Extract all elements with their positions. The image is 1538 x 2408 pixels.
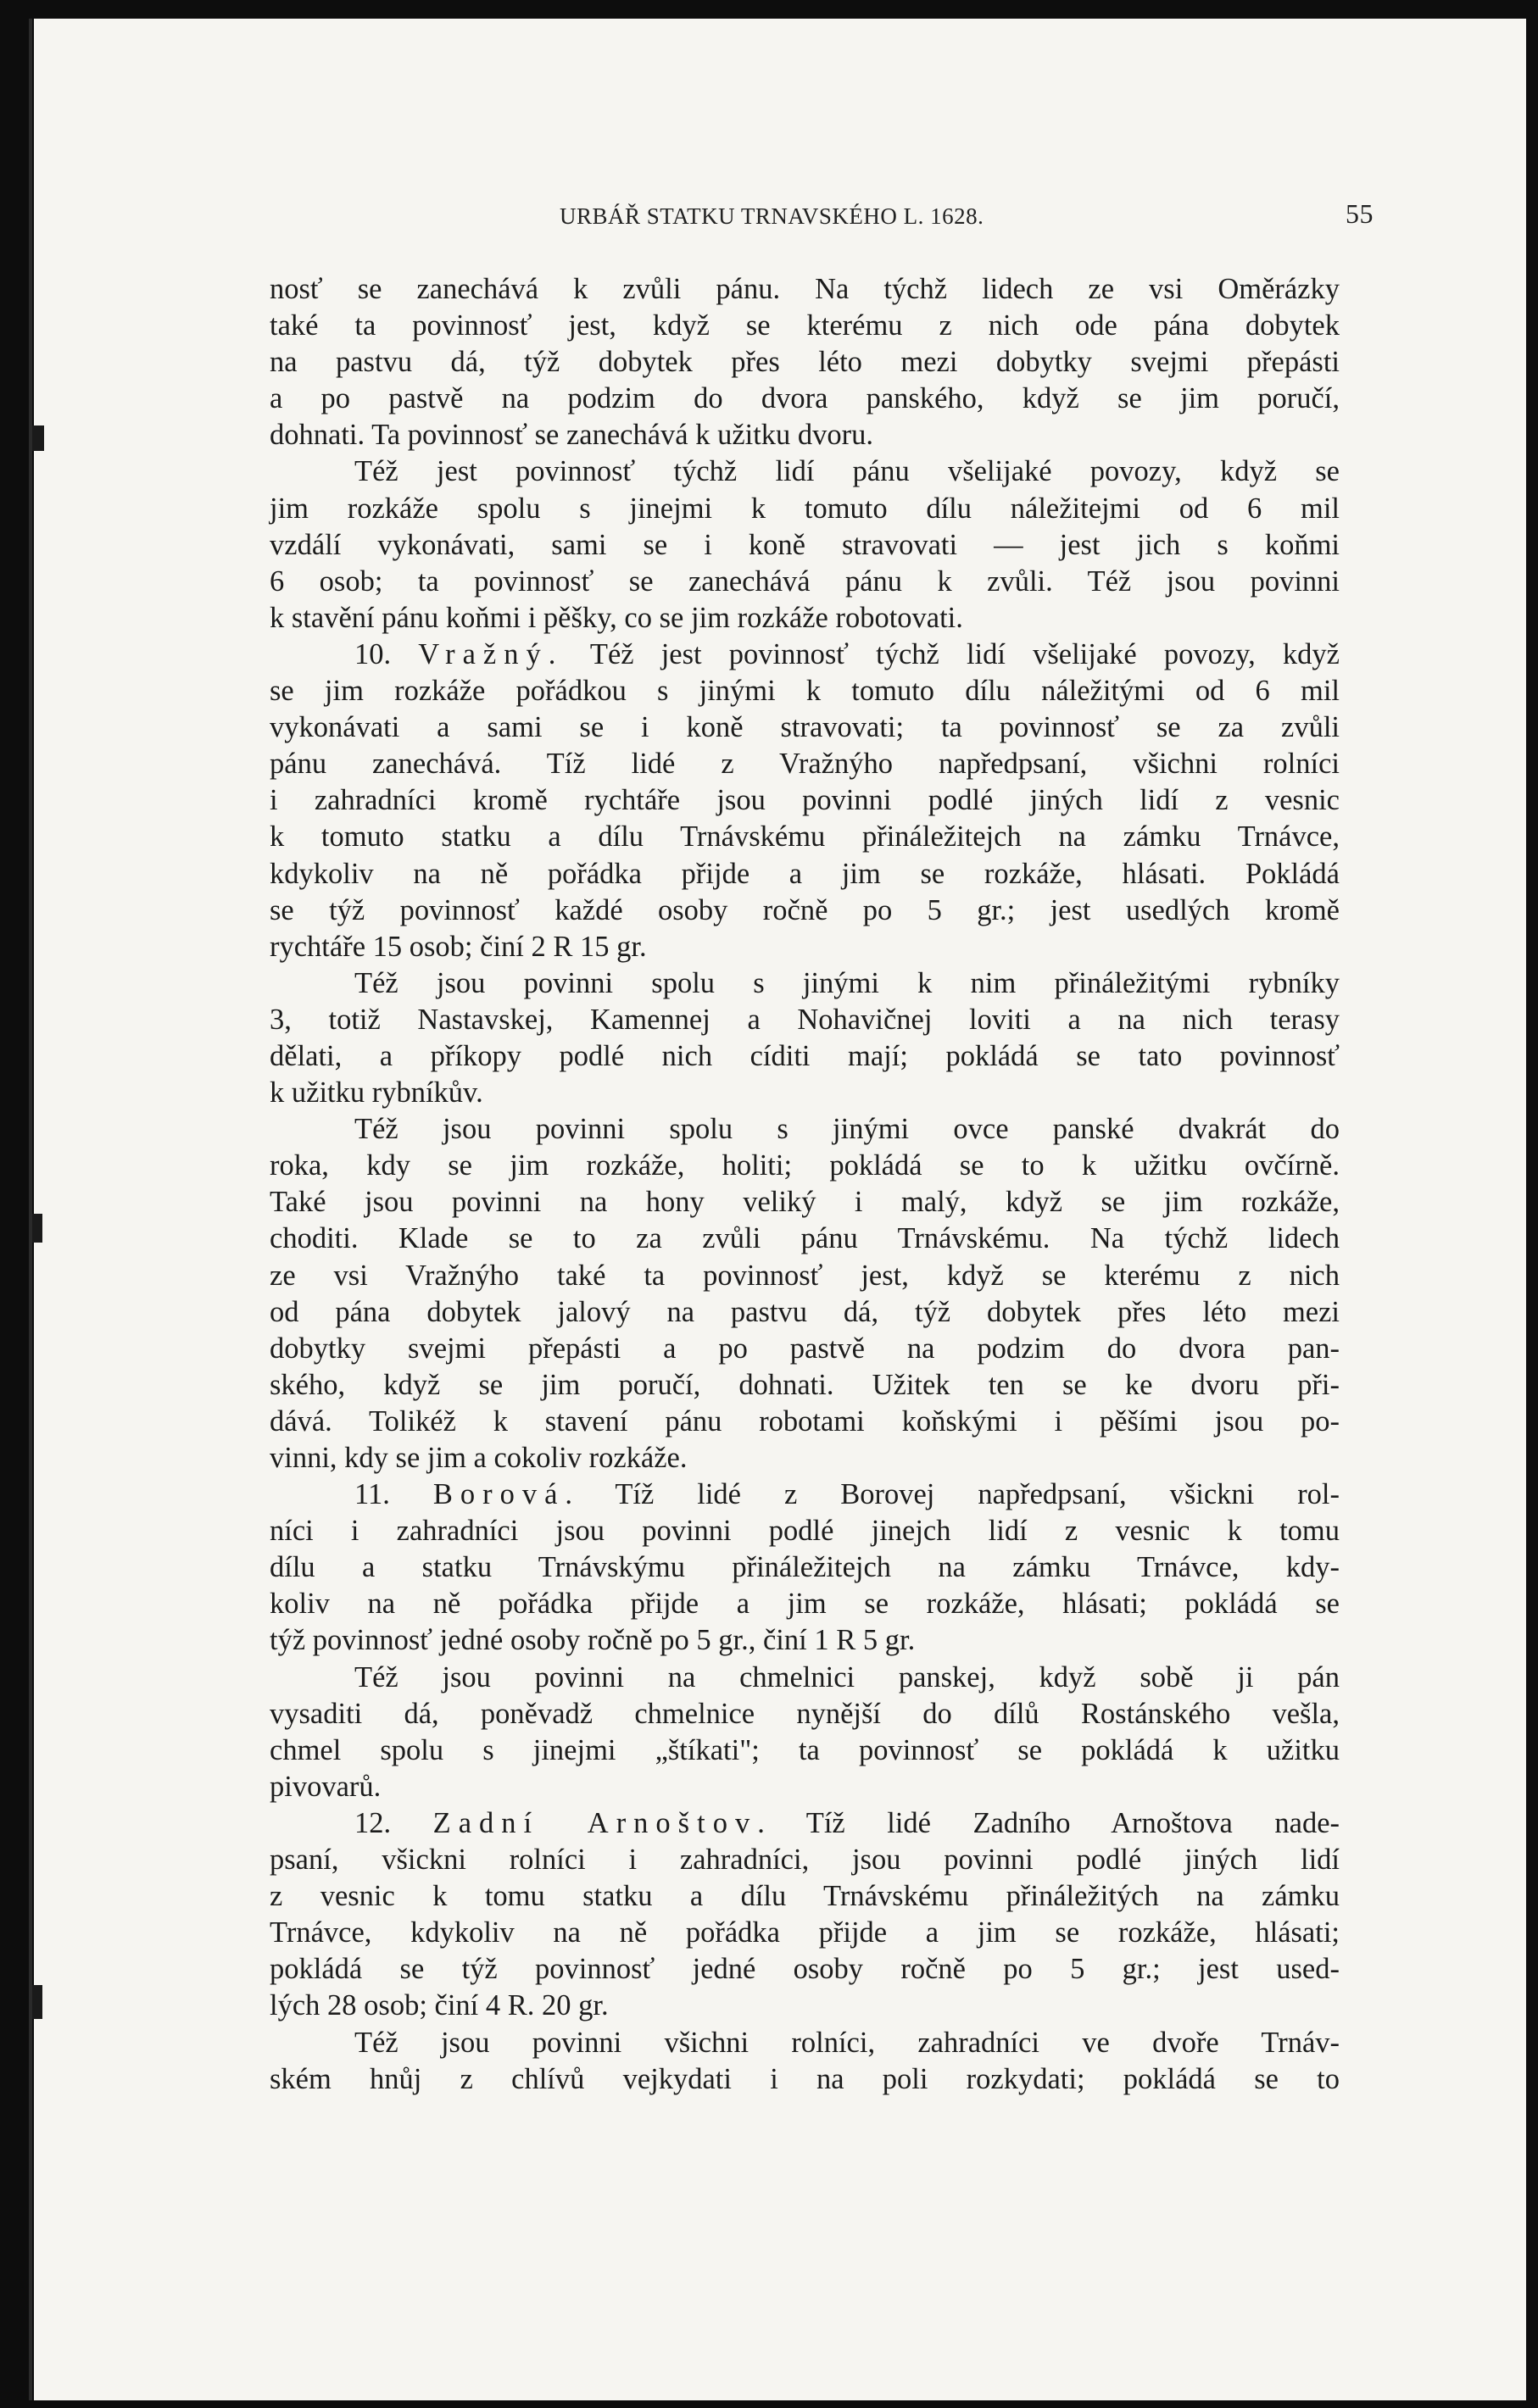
text-line: také ta povinnosť jest, když se kterému z nich ode pána dobytek [270,309,1340,342]
text-line: dobytky svejmi přepásti a po pastvě na podzim do dvora pan- [270,1332,1340,1365]
running-title: URBÁŘ STATKU TRNAVSKÉHO L. 1628. [560,203,984,229]
binding-edge-mark [32,425,44,451]
text-line: dělati, a příkopy podlé nich cíditi mají; pokládá se tato povinnosť [270,1039,1340,1072]
text-fragment: . Tíž lidé z Borovej napředpsaní, všickni rol- [565,1478,1340,1511]
text-line: z vesnic k tomu statku a dílu Trnávskému přináležitých na zámku [270,1880,1340,1913]
text-line: i zahradníci kromě rychtáře jsou povinni podlé jiných lidí z vesnic [270,784,1340,817]
text-line: ského, když se jim poručí, dohnati. Užitek ten se ke dvoru při- [270,1368,1340,1401]
text-line: kdykoliv na ně pořádka přijde a jim se rozkáže, hlásati. Pokládá [270,857,1340,890]
text-line: dává. Tolikéž k stavení pánu robotami koňskými i pěšími jsou po- [270,1404,1340,1438]
text-line: psaní, všickni rolníci i zahradníci, jsou povinni podlé jiných lidí [270,1844,1340,1877]
text-line: na pastvu dá, týž dobytek přes léto mezi dobytky svejmi přepásti [270,346,1340,379]
text-line: nosť se zanechává k zvůli pánu. Na týchž lidech ze vsi Oměrázky [270,273,1340,305]
text-line: vinni, kdy se jim a cokoliv rozkáže. [270,1442,688,1474]
page-header [560,198,1374,241]
text-line: k tomuto statku a dílu Trnávskému přináležitejch na zámku Trnávce, [270,820,1340,854]
body-text [270,271,1340,2098]
page-number: 55 [1346,198,1374,229]
section-heading-line [270,1476,1340,1513]
text-line: chmel spolu s jinejmi „štíkati"; ta povinnosť se pokládá k užitku [270,1733,1340,1766]
text-line: Též jsou povinni všichni rolníci, zahradníci ve dvoře Trnáv- [354,2026,1340,2059]
section-number: 10. [354,637,392,670]
section-number: 11. [354,1478,390,1511]
text-line: pánu zanechává. Tíž lidé z Vražnýho napředpsaní, všichni rolníci [270,748,1340,781]
village-name: Vražný. [418,637,564,670]
text-line: Též jest povinnosť týchž lidí pánu všelijaké povozy, když se [354,455,1340,488]
text-line: pokládá se týž povinnosť jedné osoby ročně po 5 gr.; jest used- [270,1953,1340,1986]
text-line: Též jsou povinni na chmelnici panskej, když sobě ji pán [354,1660,1340,1693]
text-line: se týž povinnosť každé osoby ročně po 5 gr.; jest usedlých kromě [270,893,1340,926]
text-line: roka, kdy se jim rozkáže, holiti; pokládá se to k užitku ovčírně. [270,1149,1340,1182]
text-line: 3, totiž Nastavskej, Kamennej a Nohavičnej loviti a na nich terasy [270,1003,1340,1036]
text-line: vzdálí vykonávati, sami se i koně stravovati — jest jich s koňmi [270,528,1340,561]
text-line: ském hnůj z chlívů vejkydati i na poli rozkydati; pokládá se to [270,2062,1340,2095]
text-line: vykonávati a sami se i koně stravovati; ta povinnosť se za zvůli [270,711,1340,744]
text-fragment: . Tíž lidé Zadního Arnoštova nade- [757,1806,1340,1839]
text-line: choditi. Klade se to za zvůli pánu Trnávskému. Na týchž lidech [270,1222,1340,1255]
section-heading-line [270,637,1340,673]
village-name: Borová [432,1478,566,1511]
binding-edge-mark [32,1214,42,1243]
text-line: koliv na ně pořádka přijde a jim se rozkáže, hlásati; pokládá se [270,1588,1340,1621]
text-line: rychtáře 15 osob; činí 2 R 15 gr. [270,930,647,963]
text-line: Též jsou povinni spolu s jinými k nim přináležitými rybníky [354,966,1340,999]
text-line: dílu a statku Trnávskýmu přináležitejch na zámku Trnávce, kdy- [270,1551,1340,1584]
text-line: 6 osob; ta povinnosť se zanechává pánu k zvůli. Též jsou povinni [270,564,1340,598]
section-heading-line [270,1805,1340,1842]
text-line: Též jsou povinni spolu s jinými ovce panské dvakrát do [354,1113,1340,1146]
text-line: ze vsi Vražnýho také ta povinnosť jest, když se kterému z nich [270,1259,1340,1292]
text-line: dohnati. Ta povinnosť se zanechává k užitku dvoru. [270,419,874,452]
text-line: a po pastvě na podzim do dvora panského, když se jim poručí, [270,382,1340,415]
text-line: k stavění pánu koňmi i pěšky, co se jim rozkáže robotovati. [270,601,963,634]
text-line: vysaditi dá, poněvadž chmelnice nynější do dílů Rostánského vešla, [270,1697,1340,1730]
text-fragment: Též jest povinnosť týchž lidí všelijaké povozy, když [589,637,1340,670]
text-line: lých 28 osob; činí 4 R. 20 gr. [270,1989,609,2022]
binding-edge-mark [32,1985,42,2019]
text-line: níci i zahradníci jsou povinni podlé jinejch lidí z vesnic k tomu [270,1515,1340,1548]
binding-edge-mark [29,19,32,2400]
village-name: Zadní Arnoštov [432,1806,758,1839]
text-line: Také jsou povinni na hony veliký i malý, když se jim rozkáže, [270,1186,1340,1219]
text-line: jim rozkáže spolu s jinejmi k tomuto dílu náležitejmi od 6 mil [270,492,1340,525]
text-line: k užitku rybníkův. [270,1076,483,1109]
text-line: od pána dobytek jalový na pastvu dá, týž dobytek přes léto mezi [270,1295,1340,1328]
text-line: se jim rozkáže pořádkou s jinými k tomuto dílu náležitými od 6 mil [270,675,1340,708]
text-line: týž povinnosť jedné osoby ročně po 5 gr., činí 1 R 5 gr. [270,1624,916,1657]
section-number: 12. [354,1806,392,1839]
text-line: pivovarů. [270,1770,382,1803]
text-line: Trnávce, kdykoliv na ně pořádka přijde a jim se rozkáže, hlásati; [270,1916,1340,1949]
